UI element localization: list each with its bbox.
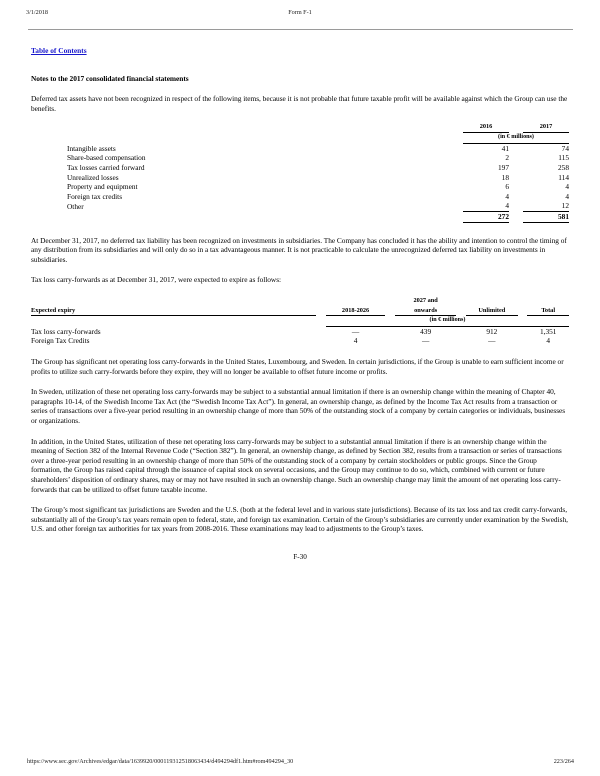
- table-row: [31, 143, 569, 153]
- row-label: Property and equipment: [67, 182, 138, 192]
- footer-page-number: 223/264: [553, 758, 574, 765]
- column-header-2017: 2017: [523, 122, 569, 133]
- row-value-2016: 197: [497, 163, 509, 173]
- deferred-tax-currency-row: [31, 133, 569, 144]
- paragraph-expiry-intro: Tax loss carry-forwards as at December 31, 2017, were expected to expire as follows:: [31, 275, 282, 285]
- row-value-2016: 18: [501, 172, 509, 182]
- currency-note: (in € millions): [463, 133, 569, 144]
- table-row: [31, 326, 569, 336]
- row-label: Foreign Tax Credits: [31, 336, 90, 346]
- row-value-unlimited: 912: [486, 326, 498, 336]
- row-value-2017: 74: [561, 143, 569, 153]
- row-label: Tax losses carried forward: [67, 163, 145, 173]
- row-value-total: 1,351: [539, 326, 557, 336]
- expiry-currency-row: [31, 316, 569, 327]
- table-row: [31, 182, 569, 192]
- row-label: Intangible assets: [67, 143, 116, 153]
- total-value-2017: 581: [523, 212, 569, 223]
- row-value-total: 4: [546, 336, 551, 346]
- column-header-total: Total: [527, 296, 569, 316]
- row-value-2016: 6: [505, 182, 509, 192]
- row-value-2017: 4: [565, 182, 569, 192]
- row-value-2016: 2: [505, 153, 509, 163]
- expiry-table-wrapper: [31, 296, 569, 346]
- expiry-header-row: [31, 296, 569, 316]
- deferred-tax-table-wrapper: [31, 122, 569, 224]
- row-value-unlimited: —: [488, 336, 496, 346]
- paragraph-group-nols: The Group has significant net operating loss carry-forwards in the United States, Luxembourg, and Sweden. In certain jurisdictions, if the Group is unable to earn sufficient income or profits to utilize such carry-forwards before they expire, they will no longer be available to offset future income or profits.: [31, 356, 564, 376]
- row-value-2017: 115: [558, 153, 569, 163]
- row-value-2016: 4: [505, 191, 509, 201]
- total-value-2016: 272: [463, 212, 509, 223]
- row-value-2016: 41: [501, 143, 509, 153]
- currency-note: (in € millions): [326, 316, 569, 327]
- row-value-2027-onwards: 439: [420, 326, 432, 336]
- paragraph-subsidiaries: At December 31, 2017, no deferred tax liability has been recognized on investments in subsidiaries. The Company has concluded it has the ability and intention to control the timing of any distribution from its subsidiaries and will only do so in a tax advantageous manner. It is not practicable to calculate the unrecognized deferred tax liability on investments in subsidiaries.: [31, 235, 567, 264]
- table-of-contents-link[interactable]: Table of Contents: [31, 46, 87, 55]
- column-header-unlimited: Unlimited: [466, 296, 518, 316]
- paragraph-tax-jurisdictions: The Group’s most significant tax jurisdictions are Sweden and the U.S. (both at the federal level and in various state jurisdictions). Because of its tax loss and tax credit carry-forwards, substantially all of the Group’s tax years remain open to federal, state, and foreign tax examination. Certain of the Group’s subsidiaries are currently under examination by the Swedish, U.S. and other foreign tax authorities for tax years from 2008-2016. These examinations may lead to adjustments to the Group’s taxes.: [31, 505, 568, 534]
- page-marker: F-30: [293, 552, 307, 561]
- column-header-2027-onwards: 2027 and onwards: [395, 296, 456, 316]
- expiry-table: [31, 296, 569, 346]
- row-value-2017: 258: [557, 163, 569, 173]
- total-double-rule: [31, 222, 569, 225]
- row-value-2017: 114: [558, 172, 569, 182]
- row-value-2017: 4: [565, 191, 569, 201]
- table-row: [31, 173, 569, 183]
- column-header-2018-2026: 2018-2026: [326, 296, 385, 316]
- intro-paragraph: Deferred tax assets have not been recognized in respect of the following items, because it is not probable that future taxable profit will be available against which the Group can use the benefits.: [31, 94, 568, 113]
- row-label: Tax loss carry-forwards: [31, 326, 101, 336]
- table-row: [31, 201, 569, 211]
- deferred-tax-header-row: [31, 122, 569, 133]
- paragraph-us-section-382: In addition, in the United States, utilization of these net operating loss carry-forwards may be subject to a substantial annual limitation if there is an ownership change within the meaning of Section 382 of the Internal Revenue Code (“Section 382”). In general, an ownership change, as defined by Section 382, results from a transaction or series of transactions over a three-year period resulting in an ownership change of more than 50% of the outstanding stock of a company by certain stockholders or public groups. Since the Group formation, the Group has raised capital through the issuance of capital stock on several occasions, and the Group may continue to do so, which, combined with current or future shareholders’ disposition of ordinary shares, may or may not have resulted in such an ownership change. Such an ownership change may limit the amount of net operating loss carry-forwards that can be utilized to offset future taxable income.: [31, 436, 562, 494]
- footer-source-url: https://www.sec.gov/Archives/edgar/data/1639920/000119312518063434/d494294df1.htm#rom494294_30: [27, 758, 294, 765]
- column-header-2016: 2016: [463, 122, 509, 133]
- table-row: [31, 192, 569, 202]
- print-header: [0, 9, 600, 23]
- paragraph-sweden: In Sweden, utilization of these net operating loss carry-forwards may be subject to a substantial annual limitation if there is an ownership change within the meaning of Chapter 40, paragraphs 10-14, of the Swedish Income Tax Act (the “Swedish Income Tax Act”). In general, an ownership change, as defined by the Income Tax Act results from a transaction or series of transactions over a five-year period resulting in an ownership change of more than 50% of the outstanding stock of a company by certain categories or individuals, businesses or organizations.: [31, 387, 566, 425]
- table-row: [31, 153, 569, 163]
- print-header-date: 3/1/2018: [26, 9, 49, 16]
- row-label: Other: [67, 201, 84, 211]
- section-title: Notes to the 2017 consolidated financial statements: [31, 74, 189, 83]
- row-value-2018-2026: 4: [353, 336, 358, 346]
- row-label: Unrealized losses: [67, 172, 119, 182]
- row-value-2017: 12: [523, 201, 569, 211]
- print-header-title: Form F-1: [288, 9, 312, 16]
- document-content: [31, 40, 569, 561]
- header-divider: [28, 29, 573, 30]
- row-label: Share-based compensation: [67, 153, 146, 163]
- row-value-2027-onwards: —: [421, 336, 430, 346]
- row-label: Foreign tax credits: [67, 191, 123, 201]
- table-row: [31, 336, 569, 346]
- table-row: [31, 163, 569, 173]
- deferred-tax-table: [31, 122, 569, 224]
- total-row: [31, 212, 569, 223]
- row-value-2016: 4: [463, 201, 509, 211]
- row-value-2018-2026: —: [351, 326, 360, 336]
- expiry-row-header-label: Expected expiry: [31, 296, 316, 316]
